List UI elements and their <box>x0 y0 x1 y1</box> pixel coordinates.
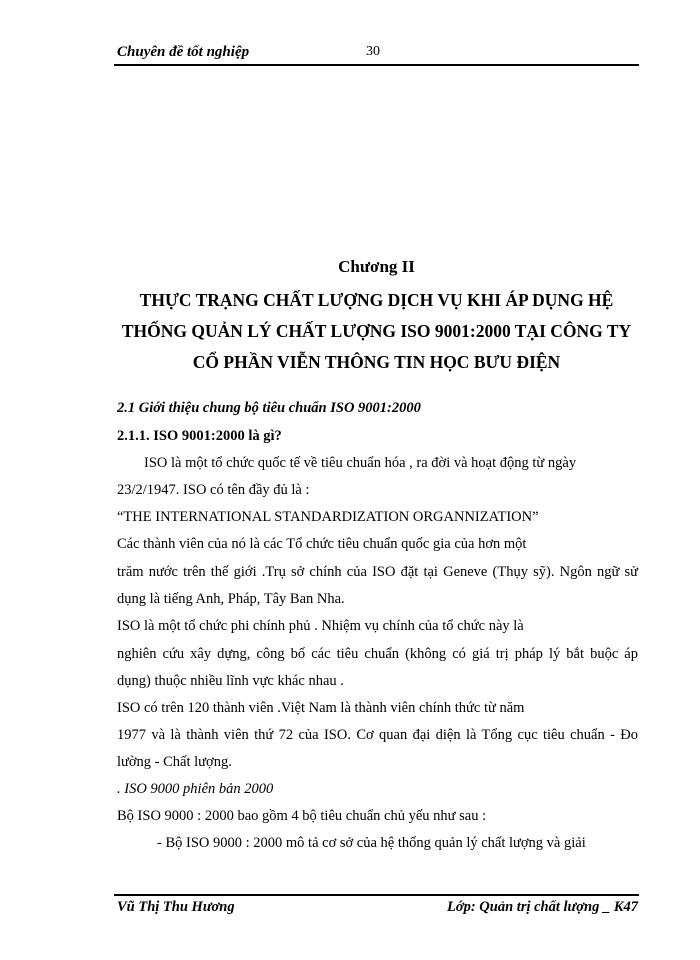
paragraph-line: ISO là một tổ chức phi chính phủ . Nhiệm vụ chính của tổ chức này là <box>117 618 524 634</box>
paragraph-line: lường - Chất lượng. <box>117 754 232 770</box>
header-rule <box>114 64 639 66</box>
section-heading: 2.1 Giới thiệu chung bộ tiêu chuẩn ISO 9001:2000 <box>117 400 421 416</box>
paragraph-line: dụng) thuộc nhiều lĩnh vực khác nhau . <box>117 673 344 689</box>
paragraph-line: . ISO 9000 phiên bản 2000 <box>117 781 274 797</box>
footer-rule <box>114 894 639 896</box>
paragraph-line: Các thành viên của nó là các Tổ chức tiêu chuẩn quốc gia của hơn một <box>117 536 527 552</box>
paragraph-line: Bộ ISO 9000 : 2000 bao gồm 4 bộ tiêu chuẩn chủ yếu như sau : <box>117 808 487 824</box>
paragraph-line: “THE INTERNATIONAL STANDARDIZATION ORGANNIZATION” <box>117 509 539 525</box>
paragraph-line: dụng là tiếng Anh, Pháp, Tây Ban Nha. <box>117 591 345 607</box>
chapter-title-line: THỐNG QUẢN LÝ CHẤT LƯỢNG ISO 9001:2000 TẠI CÔNG TY <box>121 321 632 341</box>
chapter-title-line: THỰC TRẠNG CHẤT LƯỢNG DỊCH VỤ KHI ÁP DỤNG HỆ <box>139 290 614 310</box>
chapter-label: Chương II <box>338 257 415 276</box>
subsection-heading: 2.1.1. ISO 9001:2000 là gì? <box>117 428 282 444</box>
paragraph-line: ISO có trên 120 thành viên .Việt Nam là thành viên chính thức từ năm <box>117 700 525 716</box>
paragraph-line: - Bộ ISO 9000 : 2000 mô tả cơ sở của hệ thống quản lý chất lượng và giải <box>157 835 586 851</box>
footer-class: Lớp: Quản trị chất lượng _ K47 <box>446 899 638 915</box>
chapter-title-line: CỔ PHẦN VIỄN THÔNG TIN HỌC BƯU ĐIỆN <box>192 352 561 372</box>
footer-author: Vũ Thị Thu Hương <box>117 899 235 915</box>
paragraph-line: 1977 và là thành viên thứ 72 của ISO. Cơ quan đại diện là Tổng cục tiêu chuẩn - Đo <box>117 727 638 743</box>
paragraph-line: trăm nước trên thế giới .Trụ sở chính của ISO đặt tại Geneve (Thụy sỹ). Ngôn ngữ sử <box>117 564 638 580</box>
paragraph-line: ISO là một tổ chức quốc tế về tiêu chuẩn hóa , ra đời và hoạt động từ ngày <box>144 455 577 471</box>
header-title: Chuyên đề tốt nghiệp <box>117 44 250 60</box>
paragraph-line: 23/2/1947. ISO có tên đầy đủ là : <box>117 482 310 498</box>
paragraph-line: nghiên cứu xây dựng, công bố các tiêu chuẩn (không có giá trị pháp lý bắt buộc áp <box>117 646 638 662</box>
page-number: 30 <box>366 44 380 59</box>
